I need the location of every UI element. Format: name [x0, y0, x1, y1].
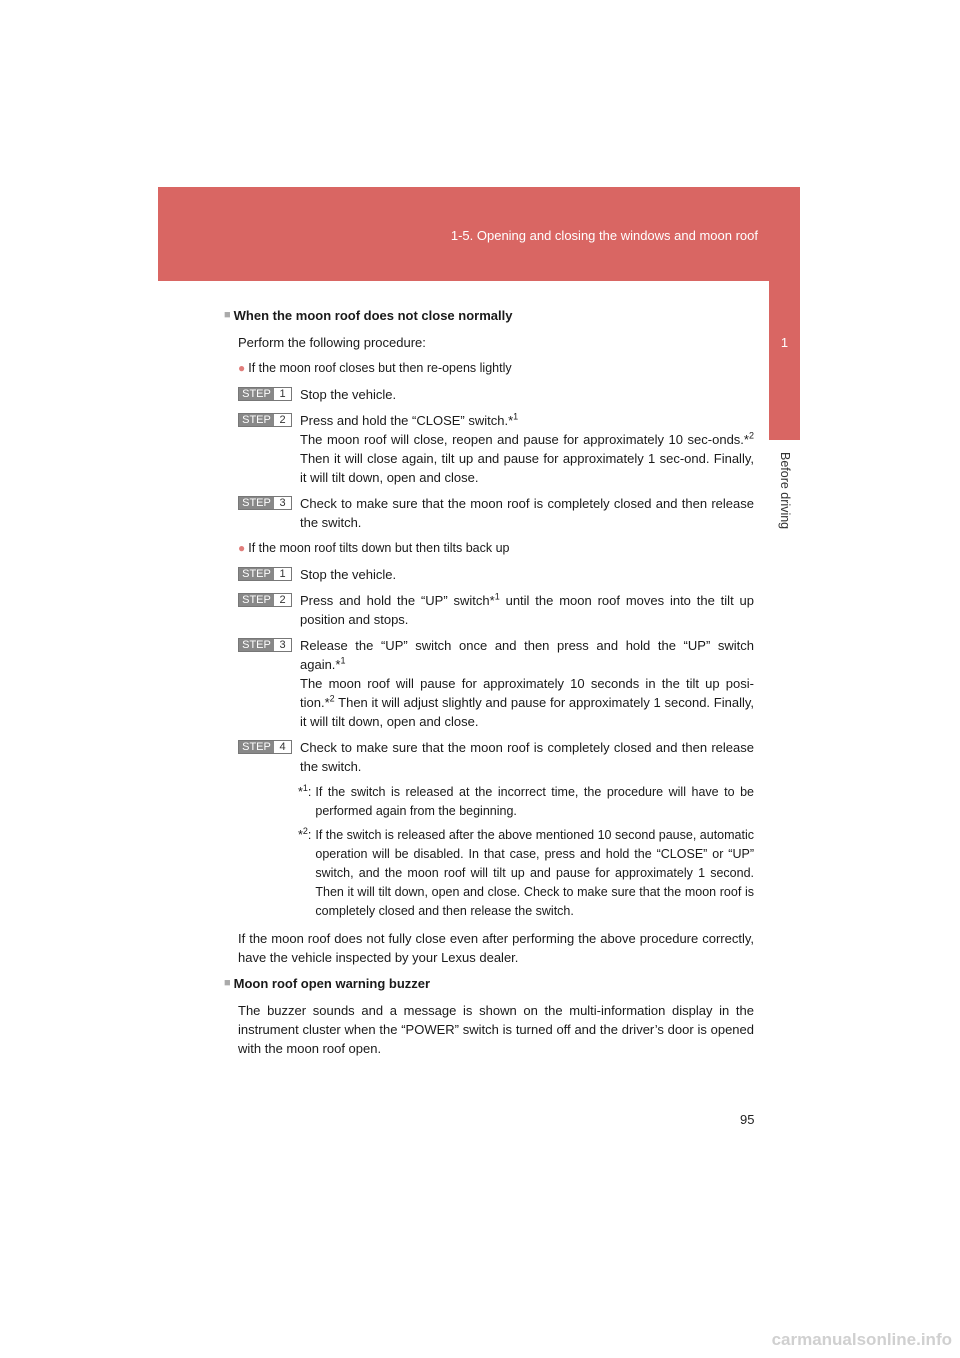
section-title: 1-5. Opening and closing the windows and moon roof — [450, 228, 758, 243]
step-item: STEP 2 Press and hold the “UP” switch*$^1$ until the moon roof moves into the tilt up position and stops. — [238, 591, 754, 629]
step-badge: STEP 4 — [238, 740, 292, 754]
square-bullet-icon: ■ — [224, 977, 231, 989]
step-item: STEP 1 Stop the vehicle. — [238, 385, 754, 404]
case-bullet: ● If the moon roof tilts down but then tilts back up — [238, 539, 754, 558]
chapter-tab — [769, 281, 800, 440]
chapter-number: 1 — [780, 335, 789, 350]
chapter-label: Before driving — [778, 452, 792, 530]
footnote: *$^1$: If the switch is released at the incorrect time, the procedure will have to be performed again from the beginning. — [298, 782, 754, 818]
section-heading: ■ When the moon roof does not close normally — [224, 308, 513, 323]
closing-text: If the moon roof does not fully close even after performing the above procedure correctly, have the vehicle inspected by your Lexus dealer. — [238, 931, 754, 965]
step-item: STEP 4 Check to make sure that the moon roof is completely closed and then release the switch. — [238, 738, 754, 776]
warning-buzzer-text: The buzzer sounds and a message is shown on the multi-information display in the instrument cluster when the “POWER” switch is turned off and the driver’s door is opened with the moon roof open. — [238, 1003, 754, 1056]
step-badge: STEP 1 — [238, 387, 292, 401]
header-band — [158, 187, 800, 281]
step-item: STEP 2 Press and hold the “CLOSE” switch.*$^1$ The moon roof will close, reopen and pause for approximately 10 sec-onds.*$^2$ Then it will close again, tilt up and pause for approximately 1 sec-ond. Finally, it will tilt down, open and close. — [238, 411, 754, 487]
step-item: STEP 1 Stop the vehicle. — [238, 565, 754, 584]
footnotes — [298, 783, 754, 921]
step-badge: STEP 2 — [238, 593, 292, 607]
step-badge: STEP 2 — [238, 413, 292, 427]
watermark: carmanualsonline.info — [771, 1330, 952, 1349]
intro-text: Perform the following procedure: — [238, 335, 426, 350]
step-badge: STEP 1 — [238, 567, 292, 581]
footnote: *$^2$: If the switch is released after the above mentioned 10 second pause, automatic operation will be disabled. In that case, press and hold the “CLOSE” or “UP” switch, and the moon roof will tilt up and pause for approximately 1 second. Then it will tilt down, open and close. Check to make sure that the moon roof is completely closed and then release the switch. — [298, 825, 754, 918]
circle-bullet-icon: ● — [238, 361, 246, 375]
step-badge: STEP 3 — [238, 638, 292, 652]
chapter-label-wrap — [768, 452, 802, 542]
step-item: STEP 3 Release the “UP” switch once and then press and hold the “UP” switch again.*$^1$ The moon roof will pause for approximately 10 seconds in the tilt up posi-tion.*$^2$ Then it will adjust slightly and pause for approximately 1 second. Finally, it will tilt down, open and close. — [238, 636, 754, 731]
case-bullet: ● If the moon roof closes but then re-opens lightly — [238, 359, 754, 378]
step-badge: STEP 3 — [238, 496, 292, 510]
section-heading: ■ Moon roof open warning buzzer — [224, 976, 431, 991]
page-number: 95 — [740, 1112, 755, 1127]
square-bullet-icon: ■ — [224, 309, 231, 321]
page-content — [224, 306, 754, 1065]
step-item: STEP 3 Check to make sure that the moon roof is completely closed and then release the switch. — [238, 494, 754, 532]
circle-bullet-icon: ● — [238, 541, 246, 555]
